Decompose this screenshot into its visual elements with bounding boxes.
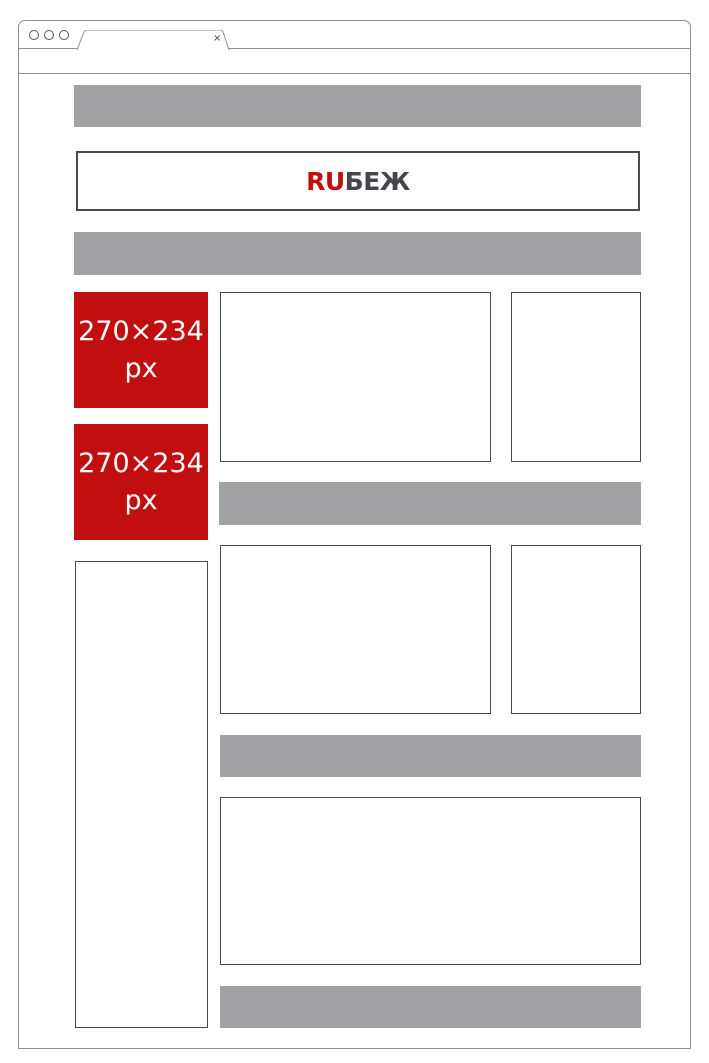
logo-ru: RU — [306, 166, 345, 196]
ad-banner-unit: px — [124, 485, 158, 516]
content-block-wide — [220, 797, 641, 965]
nav-bar-placeholder — [74, 232, 641, 275]
browser-tab[interactable] — [77, 30, 252, 50]
site-logo[interactable] — [306, 167, 410, 196]
content-block-main — [220, 292, 491, 462]
logo-bezh: БЕЖ — [344, 166, 410, 196]
sidebar-block — [75, 561, 208, 1028]
content-block-side — [511, 545, 641, 714]
address-bar-divider — [19, 73, 690, 74]
content-block-main — [220, 545, 491, 714]
browser-titlebar — [19, 21, 690, 49]
section-header-placeholder — [219, 482, 641, 525]
top-banner-placeholder — [74, 85, 641, 127]
ad-banner-1[interactable] — [74, 292, 208, 408]
tab-close-icon[interactable]: × — [213, 33, 222, 44]
circle-icon[interactable] — [29, 30, 39, 40]
ad-banner-size: 270×234 — [78, 316, 204, 347]
ad-banner-size: 270×234 — [78, 448, 204, 479]
section-header-placeholder — [220, 735, 641, 777]
site-header — [76, 151, 640, 211]
circle-icon[interactable] — [44, 30, 54, 40]
ad-banner-2[interactable] — [74, 424, 208, 540]
ad-banner-unit: px — [124, 353, 158, 384]
footer-placeholder — [220, 986, 641, 1028]
circle-icon[interactable] — [59, 30, 69, 40]
content-block-side — [511, 292, 641, 462]
